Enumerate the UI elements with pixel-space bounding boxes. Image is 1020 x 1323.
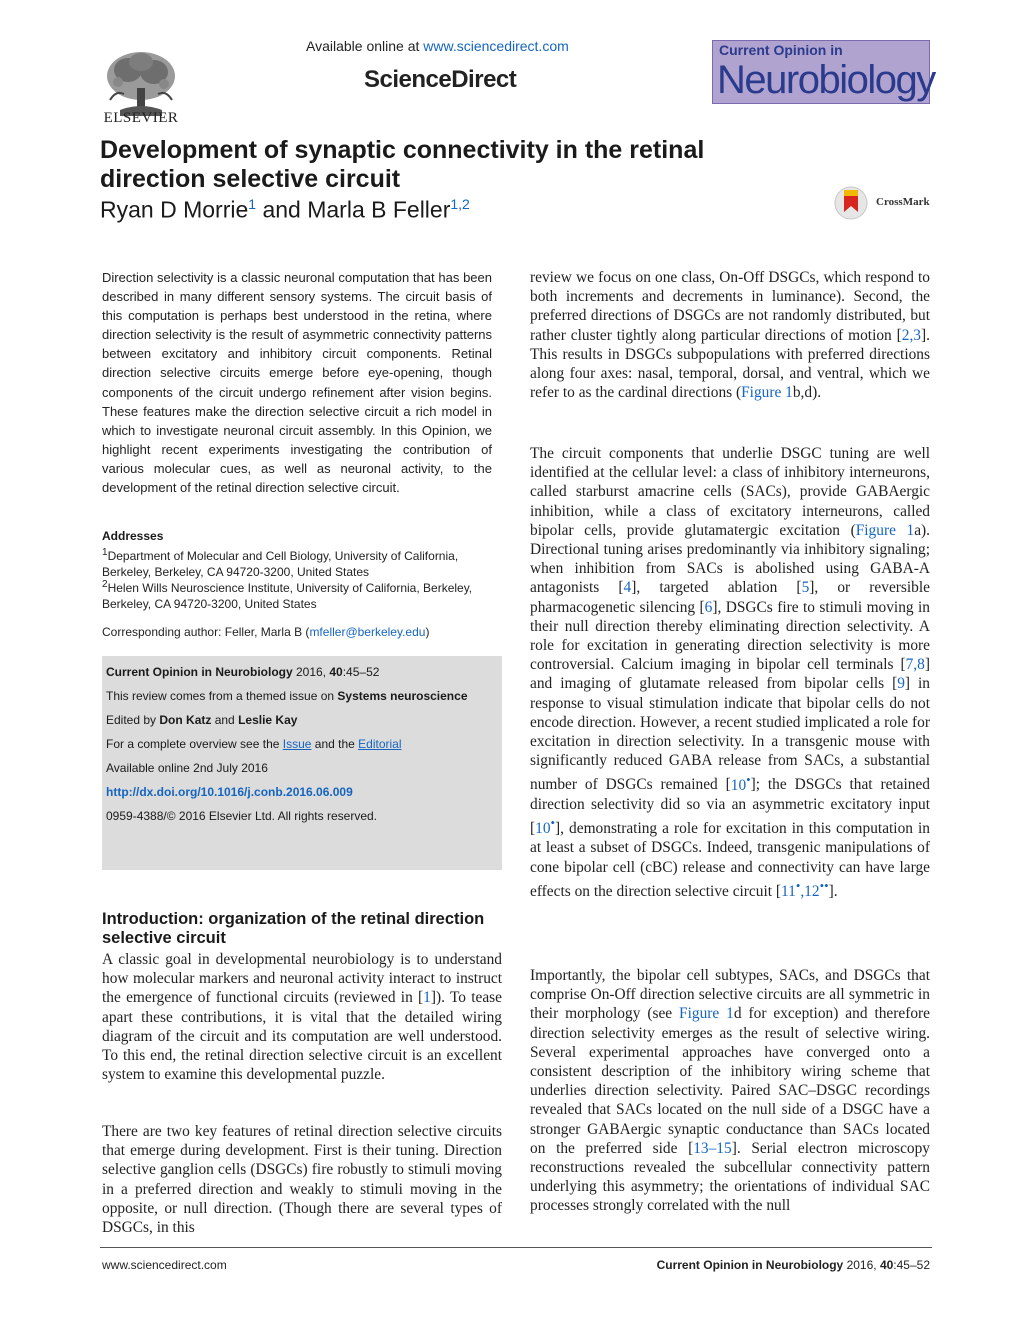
addresses-heading: Addresses: [102, 529, 164, 543]
citation-link[interactable]: 7,8: [905, 656, 925, 674]
citation-link[interactable]: 9: [897, 675, 905, 693]
info-editor-and: and: [211, 713, 239, 727]
citation-link[interactable]: 5: [801, 579, 810, 597]
article-title: Development of synaptic connectivity in the retinal direction selective circuit: [100, 136, 705, 193]
issue-link[interactable]: Issue: [282, 737, 312, 751]
info-year: 2016,: [292, 665, 330, 679]
citation-link[interactable]: 2,3: [901, 326, 922, 344]
address-1: [102, 545, 492, 580]
info-editor-1: Don Katz: [159, 713, 212, 727]
author-2: Marla B Feller: [307, 196, 451, 223]
footer-pages: :45–52: [893, 1258, 930, 1272]
info-citation: [106, 664, 498, 680]
right-paragraph-2: The circuit components that underlie DSGC tuning are well identified at the cellular level: a class of inhibitory interneurons, called starburst amacrine cells (SACs), provide GABAergic inhibition, while a class of excitatory interneurons, called bipolar cells, provide glutamatergic excitation (Figure 1a). Directional tuning arises predominantly via inhibitory signaling; when inhibition from SACs is abolished using GABA-A antagonists [4], targeted ablation [5], or reversible pharmacogenetic silencing [6], DSGCs fire to stimuli moving in their null direction thereby eliminating direction selectivity. A role for excitation in generating direction selectivity is more controversial. Calcium imaging in bipolar cell terminals [7,8] and imaging of glutamate released from bipolar cells [9] in response to visual stimulation indicate that bipolar cells do not encode direction. However, a recent studied implicated a role for excitation in direction selectivity. In a transgenic mouse with significantly reduced GABA release from SACs, a substantial number of DSGCs remained [10•]; the DSGCs that retained direction selectivity did so via an asymmetric excitatory input [10•], demonstrating a role for excitation in this computation in at least a subset of DSGCs. Indeed, transgenic manipulations of cone bipolar cell (cBC) release and connectivity can have large effects on the direction selective circuit [11•,12••].: [530, 445, 931, 900]
info-overview-and: and the: [311, 737, 359, 751]
author-1: Ryan D Morrie: [100, 196, 249, 223]
abstract: Direction selectivity is a classic neuronal computation that has been described in many different sensory systems. The circuit basis of this computation is perhaps best understood in the retina, where direction selectivity is the result of asymmetric connectivity patterns between excitatory and inhibitory circuit components. Retinal direction selective circuits emerge before eye-opening, though components of the circuit undergo refinement after vision begins. These features make the direction selective circuit a rich model in which to investigate neuronal circuit assembly. In this Opinion, we highlight recent experiments investigating the contribution of various molecular cues, as well as neuronal activity, to the development of the retinal direction selective circuit.: [102, 270, 492, 496]
footer-journal: Current Opinion in Neurobiology: [656, 1258, 844, 1272]
sciencedirect-logo: ScienceDirect: [364, 66, 517, 93]
editorial-link[interactable]: Editorial: [358, 737, 402, 751]
intro-paragraph-2: There are two key features of retinal direction selective circuits that emerge during development. First is their tuning. Direction selective ganglion cells (DSGCs) fire robustly to stimuli moving in a preferred direction and weakly to stimuli moving in the opposite, or null direction. (Though there are several types of DSGCs, in this: [102, 1123, 502, 1237]
article-info-box: [102, 656, 502, 870]
publisher-name: ELSEVIER: [103, 110, 179, 126]
author-and: and: [256, 196, 308, 223]
journal-logo-title: Neurobiology: [717, 58, 935, 102]
footer-citation: [646, 1258, 930, 1272]
info-theme: [106, 688, 498, 704]
address-1-text: Department of Molecular and Cell Biology, University of California, Berkeley, Berkeley, CA 94720-3200, United States: [102, 549, 459, 579]
address-2-text: Helen Wills Neuroscience Institute, University of California, Berkeley, Berkeley, CA 94720-3200, United States: [102, 581, 473, 611]
available-online: [306, 38, 569, 54]
info-journal: Current Opinion in Neurobiology: [106, 665, 293, 679]
info-overview: [106, 736, 498, 752]
address-2: [102, 577, 492, 612]
sciencedirect-link[interactable]: www.sciencedirect.com: [423, 38, 569, 54]
author-2-affiliation[interactable]: 1,2: [450, 196, 470, 212]
info-overview-prefix: For a complete overview see the: [106, 737, 283, 751]
footer-volume: 40: [879, 1258, 894, 1272]
info-pages: :45–52: [342, 665, 380, 679]
footer-site[interactable]: www.sciencedirect.com: [102, 1258, 227, 1272]
intro-paragraph-1: A classic goal in developmental neurobiology is to understand how molecular markers and neuronal activity interact to instruct the emergence of functional circuits (reviewed in [1]). To tease apart these contributions, it is vital that the detailed wiring diagram of the circuit and its computation are well understood. To this end, the retinal direction selective circuit is an excellent system to examine this developmental puzzle.: [102, 951, 502, 1084]
citation-link[interactable]: 11•,12••: [781, 878, 829, 900]
citation-link[interactable]: 10•: [730, 772, 751, 794]
right-paragraph-1: review we focus on one class, On-Off DSGCs, which respond to both increments and decrements in luminance). Second, the preferred directions of DSGCs are not randomly distributed, but rather cluster tightly along particular directions of motion [2,3]. This results in DSGCs subpopulations with preferred directions along four axes: nasal, temporal, dorsal, and ventral, which we refer to as the cardinal directions (Figure 1b,d).: [530, 269, 930, 402]
citation-link[interactable]: 10•: [535, 815, 556, 838]
right-paragraph-3: Importantly, the bipolar cell subtypes, SACs, and DSGCs that comprise On-Off direction selective circuits are all symmetric in their morphology (see Figure 1d for exception) and therefore direction selectivity emerges as the result of selective wiring. Several experimental approaches have converged onto a consistent description of the inhibitory wiring scheme that underlies direction selectivity. Paired SAC–DSGC recordings revealed that SACs located on the null side of a DSGC have a stronger GABAergic synaptic conductance than SACs located on the preferred side [13–15]. Serial electron microscopy reconstructions revealed the subcellular connectivity pattern underlying this asymmetry; the orientations of individual SAC processes strongly correlated with the null: [530, 967, 930, 1215]
corresponding-author: [102, 625, 429, 639]
address-2-mark: 2: [102, 579, 108, 590]
citation-link[interactable]: 13–15: [693, 1139, 732, 1157]
citation-link[interactable]: 1: [423, 989, 431, 1007]
info-doi: [106, 784, 498, 800]
figure-link[interactable]: Figure 1: [741, 384, 793, 402]
available-prefix: Available online at: [306, 38, 424, 54]
journal-logo-subtitle: Current Opinion in: [719, 42, 843, 58]
citation-link[interactable]: 6: [704, 598, 713, 616]
doi-link[interactable]: http://dx.doi.org/10.1016/j.conb.2016.06.009: [106, 785, 353, 799]
info-editors: [106, 712, 498, 728]
figure-link[interactable]: Figure 1: [855, 521, 915, 539]
info-volume: 40: [329, 665, 343, 679]
info-theme-name: Systems neuroscience: [337, 689, 468, 703]
citation-link[interactable]: 4: [623, 579, 632, 597]
footer-divider: [100, 1247, 932, 1248]
footer-year: 2016,: [843, 1258, 880, 1272]
info-available: Available online 2nd July 2016: [106, 761, 268, 775]
intro-heading: Introduction: organization of the retinal direction selective circuit: [102, 910, 485, 947]
corresponding-email-link[interactable]: mfeller@berkeley.edu: [309, 625, 426, 639]
author-list: [100, 196, 470, 224]
figure-link[interactable]: Figure 1: [679, 1005, 734, 1023]
corresponding-prefix: Corresponding author: Feller, Marla B (: [102, 625, 310, 639]
journal-logo-box: [712, 40, 935, 104]
corresponding-suffix: ): [425, 625, 430, 639]
crossmark-label[interactable]: CrossMark: [876, 196, 930, 208]
info-edited-prefix: Edited by: [106, 713, 160, 727]
info-copyright: 0959-4388/© 2016 Elsevier Ltd. All rights reserved.: [106, 809, 377, 823]
info-editor-2: Leslie Kay: [238, 713, 298, 727]
author-1-affiliation[interactable]: 1: [248, 196, 257, 212]
info-theme-prefix: This review comes from a themed issue on: [106, 689, 338, 703]
address-1-mark: 1: [102, 547, 108, 558]
